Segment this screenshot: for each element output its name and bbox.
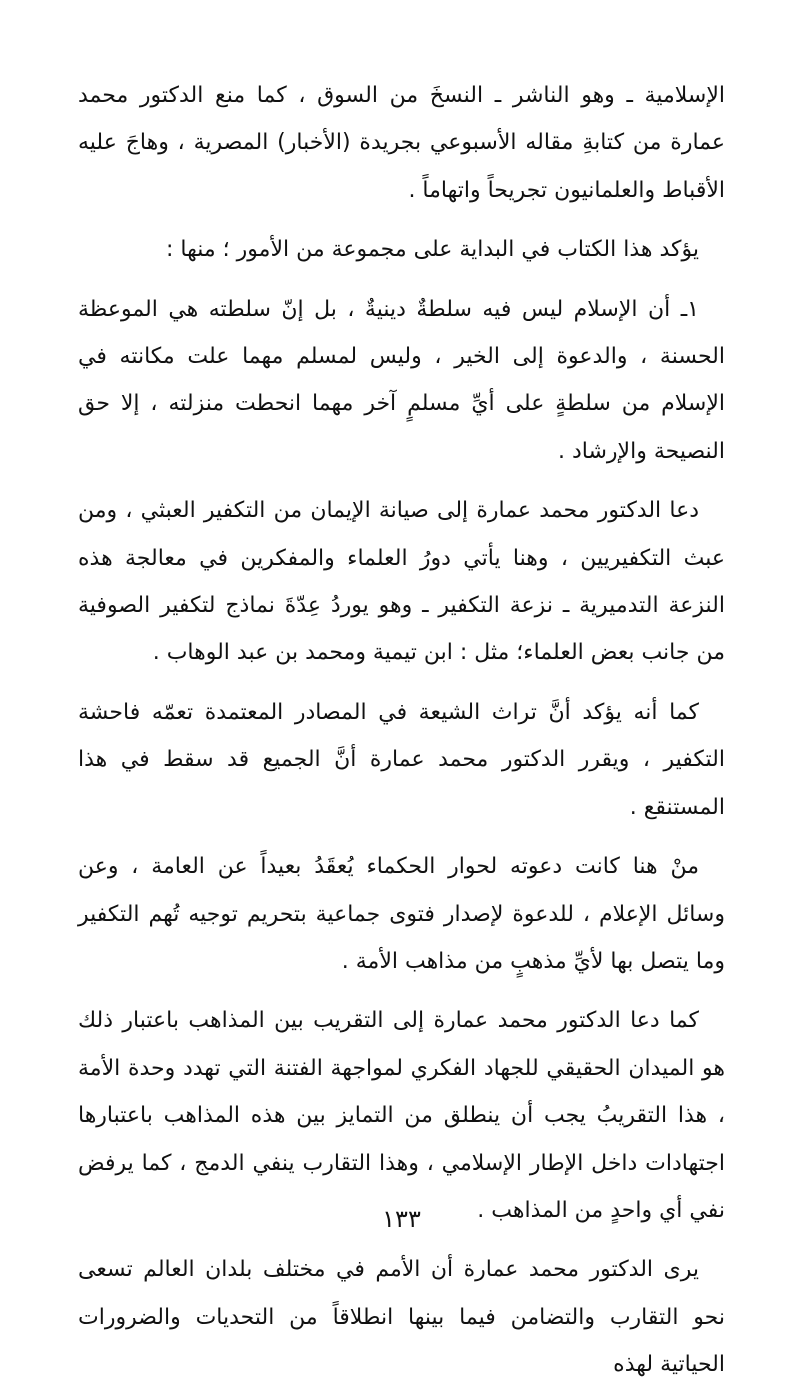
- paragraph-point-one: ١ـ أن الإسلام ليس فيه سلطةٌ دينيةٌ ، بل إنّ سلطته هي الموعظة الحسنة ، والدعوة إلى الخير ، وليس لمسلم مهما علت مكانته في الإسلام من سلطةٍ على أيِّ مسلمٍ آخر مهما انحطت منزلته ، إلا حق النصيحة والإرشاد .: [78, 296, 725, 464]
- page-number: ١٣٣: [382, 1205, 421, 1233]
- paragraph-continuation: الإسلامية ـ وهو الناشر ـ النسخَ من السوق ، كما منع الدكتور محمد عمارة من كتابةِ مقاله الأسبوعي بجريدة (الأخبار) المصرية ، وهاجَ عليه الأقباط والعلمانيون تجريحاً واتهاماً .: [78, 83, 725, 203]
- paragraph-dialogue: منْ هنا كانت دعوته لحوار الحكماء يُعقَدُ بعيداً عن العامة ، وعن وسائل الإعلام ، للدعوة لإصدار فتوى جماعية بتحريم توجيه تُهم التكفير وما يتصل بها لأيِّ مذهبٍ من مذاهب الأمة .: [78, 854, 725, 974]
- paragraph-rapprochement: كما دعا الدكتور محمد عمارة إلى التقريب بين المذاهب باعتبار ذلك هو الميدان الحقيقي للجهاد الفكري لمواجهة الفتنة التي تهدد وحدة الأمة ، هذا التقريبُ يجب أن ينطلق من التمايز بين هذه المذاهب باعتبارها اجتهادات داخل الإطار الإسلامي ، وهذا التقارب ينفي الدمج ، كما يرفض نفي أي واحدٍ من المذاهب .: [78, 1008, 725, 1223]
- paragraph-takfir: دعا الدكتور محمد عمارة إلى صيانة الإيمان من التكفير العبثي ، ومن عبث التكفيريين ، وهنا يأتي دورُ العلماء والمفكرين في معالجة هذه النزعة التدميرية ـ نزعة التكفير ـ وهو يوردُ عِدّةَ نماذج لتكفير الصوفية من جانب بعض العلماء؛ مثل : ابن تيمية ومحمد بن عبد الوهاب .: [78, 498, 725, 666]
- paragraph-intro: يؤكد هذا الكتاب في البداية على مجموعة من الأمور ؛ منها :: [166, 237, 699, 263]
- paragraph-nations: يرى الدكتور محمد عمارة أن الأمم في مختلف بلدان العالم تسعى نحو التقارب والتضامن فيما بينها انطلاقاً من التحديات والضرورات الحياتية لهذه: [78, 1257, 725, 1378]
- paragraph-shia-heritage: كما أنه يؤكد أنَّ تراث الشيعة في المصادر المعتمدة تعمّه فاحشة التكفير ، ويقرر الدكتور محمد عمارة أنَّ الجميع قد سقط في هذا المستنقع .: [78, 699, 725, 820]
